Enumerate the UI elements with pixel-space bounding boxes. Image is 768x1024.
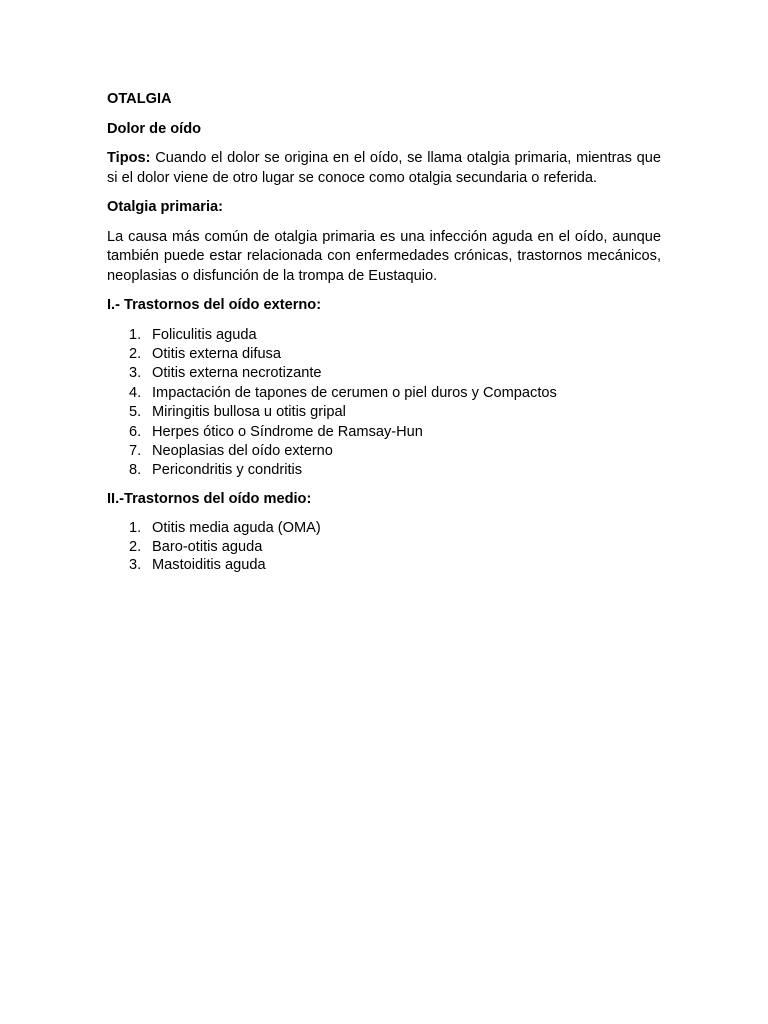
externo-heading: I.- Trastornos del oído externo: (107, 297, 322, 313)
list-item (107, 442, 661, 461)
externo-list (107, 326, 661, 481)
list-item-text: Mastoiditis aguda (152, 557, 266, 574)
list-item-text: Pericondritis y condritis (152, 462, 303, 479)
list-item-number: 2. (129, 345, 142, 362)
list-item (107, 556, 661, 575)
list-item (107, 519, 661, 538)
list-item-number: 2. (129, 538, 142, 555)
list-item (107, 384, 661, 403)
medio-heading: II.-Trastornos del oído medio: (107, 490, 312, 507)
list-item-number: 6. (129, 423, 142, 440)
list-item-number: 5. (129, 404, 142, 421)
primaria-heading: Otalgia primaria: (107, 199, 223, 215)
tipos-paragraph (107, 149, 661, 188)
list-item (107, 423, 661, 442)
list-item (107, 345, 661, 364)
document-title: OTALGIA (107, 91, 172, 107)
list-item-text: Otitis externa necrotizante (152, 365, 322, 382)
list-item-text: Impactación de tapones de cerumen o piel duros y Compactos (152, 384, 557, 401)
medio-list (107, 519, 661, 575)
primaria-paragraph: La causa más común de otalgia primaria es una infección aguda en el oído, aunque también puede estar relacionada con enfermedades crónicas, trastornos mecánicos, neoplasias o disfunción de la trompa de Eustaquio. (107, 228, 661, 284)
list-item-number: 1. (129, 326, 142, 343)
tipos-label: Tipos: (107, 150, 151, 166)
list-item (107, 538, 661, 557)
list-item-number: 7. (129, 442, 142, 459)
list-item (107, 461, 661, 480)
document-subtitle: Dolor de oído (107, 120, 202, 137)
list-item-number: 3. (129, 557, 142, 574)
list-item-text: Neoplasias del oído externo (152, 442, 333, 459)
list-item-number: 8. (129, 462, 142, 479)
list-item-text: Herpes ótico o Síndrome de Ramsay-Hun (152, 423, 423, 440)
list-item-text: Miringitis bullosa u otitis gripal (152, 404, 346, 421)
list-item-text: Foliculitis aguda (152, 326, 257, 343)
list-item-number: 1. (129, 520, 142, 537)
document-page (107, 90, 661, 584)
list-item (107, 364, 661, 383)
list-item (107, 326, 661, 345)
list-item-text: Baro-otitis aguda (152, 538, 263, 555)
list-item-number: 3. (129, 365, 142, 382)
tipos-text: Cuando el dolor se origina en el oído, se llama otalgia primaria, mientras que si el dolor viene de otro lugar se conoce como otalgia secundaria o referida. (107, 150, 661, 186)
list-item (107, 403, 661, 422)
list-item-number: 4. (129, 384, 142, 401)
list-item-text: Otitis externa difusa (152, 345, 281, 362)
list-item-text: Otitis media aguda (OMA) (152, 520, 321, 537)
